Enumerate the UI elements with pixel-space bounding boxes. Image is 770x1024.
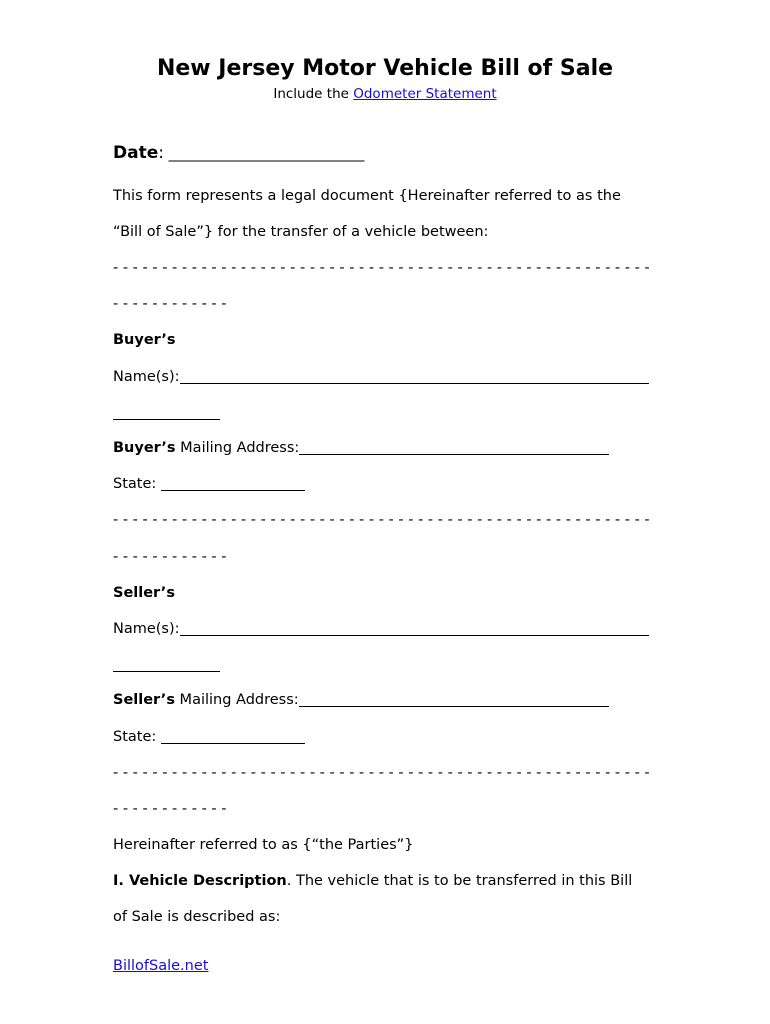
divider-long: - - - - - - - - - - - - - - - - - - - - - - - - - - - - - - - - - - - - - - - - - - - - - - - - - - - - - - - bbox=[113, 260, 650, 276]
odometer-statement-link[interactable]: Odometer Statement bbox=[353, 86, 497, 102]
seller-heading bbox=[113, 585, 175, 601]
buyer-state-label: State: bbox=[113, 476, 161, 492]
seller-name-field[interactable] bbox=[180, 634, 649, 636]
intro-line-2: “Bill of Sale”} for the transfer of a vehicle between: bbox=[113, 224, 489, 240]
divider-long: - - - - - - - - - - - - - - - - - - - - - - - - - - - - - - - - - - - - - - - - - - - - - - - - - - - - - - - bbox=[113, 765, 650, 781]
buyer-address-field[interactable] bbox=[299, 453, 609, 455]
seller-state-field[interactable] bbox=[161, 742, 305, 744]
date-colon: : bbox=[158, 143, 164, 163]
date-line bbox=[113, 143, 364, 163]
seller-state-line bbox=[113, 729, 305, 745]
divider-long: - - - - - - - - - - - - - - - - - - - - - - - - - - - - - - - - - - - - - - - - - - - - - - - - - - - - - - - bbox=[113, 512, 650, 528]
billofsale-footer-link[interactable]: BillofSale.net bbox=[113, 958, 209, 974]
seller-address-line bbox=[113, 692, 609, 708]
subtitle bbox=[0, 86, 770, 102]
divider-short: - - - - - - - - - - - - bbox=[113, 549, 227, 565]
buyer-state-line bbox=[113, 476, 305, 492]
vehicle-description-heading: I. Vehicle Description bbox=[113, 873, 287, 889]
divider-short: - - - - - - - - - - - - bbox=[113, 801, 227, 817]
buyer-name-line bbox=[113, 369, 649, 385]
parties-text: Hereinafter referred to as {“the Parties”} bbox=[113, 837, 414, 853]
document-title: New Jersey Motor Vehicle Bill of Sale bbox=[156, 56, 614, 81]
buyer-state-field[interactable] bbox=[161, 489, 305, 491]
seller-heading-text: Seller’s bbox=[113, 585, 175, 601]
buyer-address-label: Mailing Address: bbox=[175, 440, 300, 456]
seller-state-label: State: bbox=[113, 729, 161, 745]
subtitle-prefix: Include the bbox=[273, 86, 354, 102]
seller-name-field-continued[interactable] bbox=[113, 670, 220, 672]
vehicle-description-line-1 bbox=[113, 873, 632, 889]
buyer-address-line bbox=[113, 440, 609, 456]
date-blank[interactable]: ___________________________ bbox=[168, 146, 365, 162]
buyer-name-continuation bbox=[113, 405, 220, 421]
seller-name-line bbox=[113, 621, 649, 637]
buyer-name-field[interactable] bbox=[180, 382, 649, 384]
intro-line-1: This form represents a legal document {Hereinafter referred to as the bbox=[113, 188, 621, 204]
buyer-name-field-continued[interactable] bbox=[113, 418, 220, 420]
buyer-address-bold: Buyer’s bbox=[113, 440, 176, 456]
buyer-heading bbox=[113, 332, 176, 348]
buyer-heading-text: Buyer’s bbox=[113, 332, 176, 348]
date-label: Date bbox=[113, 143, 159, 163]
seller-name-label: Name(s): bbox=[113, 621, 180, 637]
vehicle-description-text-1: . The vehicle that is to be transferred in this Bill bbox=[286, 873, 633, 889]
seller-address-bold: Seller’s bbox=[113, 692, 175, 708]
buyer-name-label: Name(s): bbox=[113, 369, 180, 385]
vehicle-description-line-2: of Sale is described as: bbox=[113, 909, 281, 925]
seller-address-field[interactable] bbox=[299, 705, 609, 707]
seller-name-continuation bbox=[113, 657, 220, 673]
seller-address-label: Mailing Address: bbox=[174, 692, 299, 708]
divider-short: - - - - - - - - - - - - bbox=[113, 296, 227, 312]
